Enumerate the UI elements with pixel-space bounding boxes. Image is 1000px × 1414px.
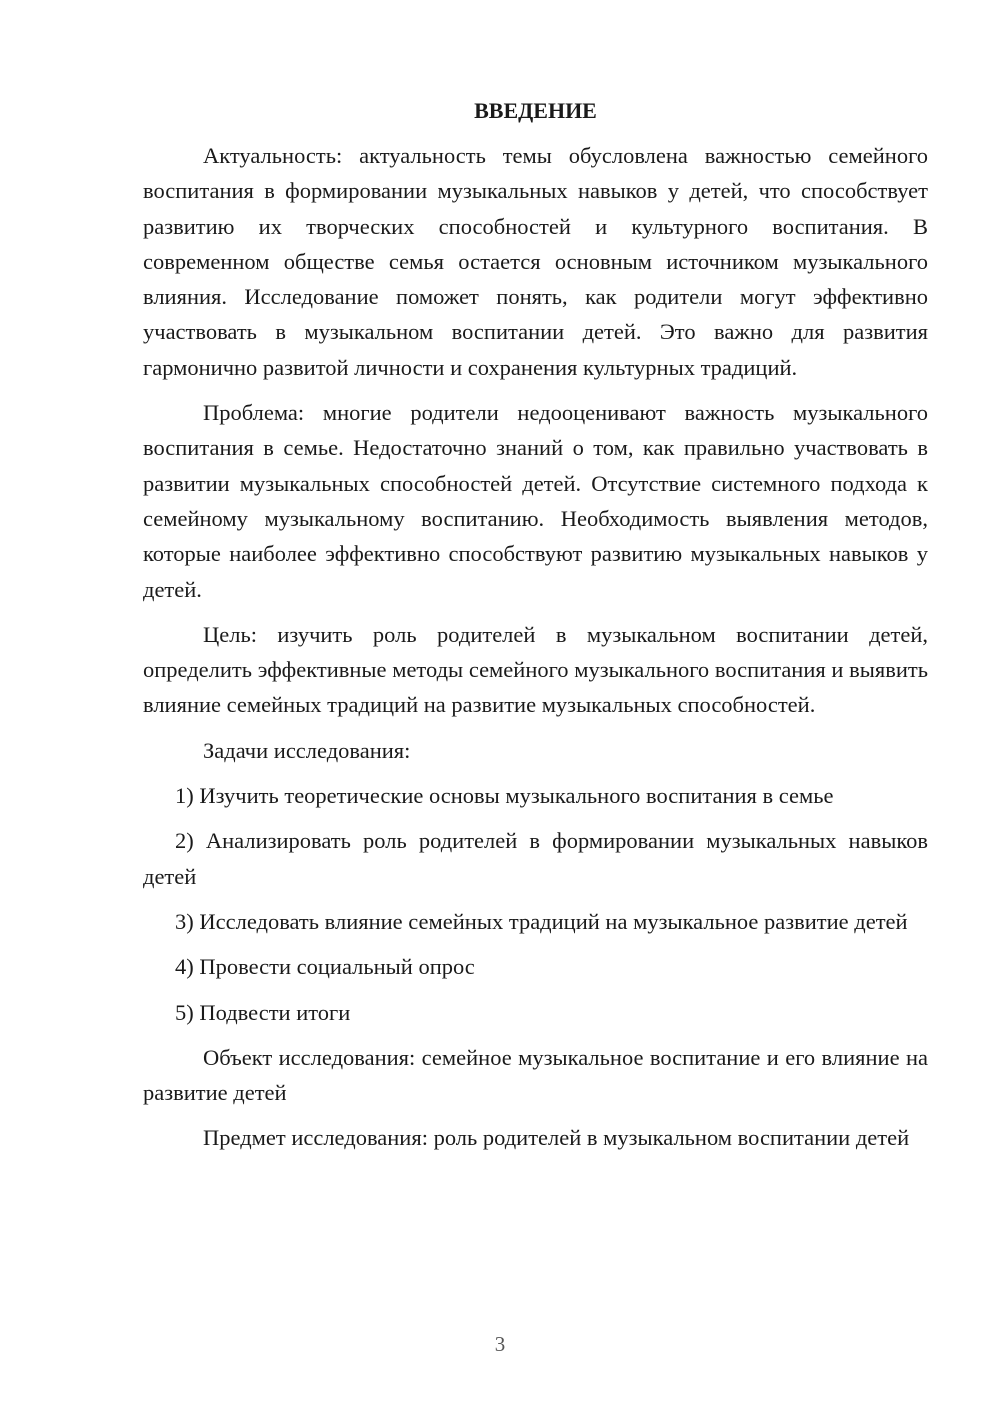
tasks-heading: Задачи исследования: (203, 737, 411, 763)
task-item-1: 1) Изучить теоретические основы музыкального воспитания в семье (175, 783, 834, 809)
paragraph-problem: Проблема: многие родители недооценивают важность музыкального воспитания в семье. Недостаточно знаний о том, как правильно участвовать в развитии музыкальных способностей детей. Отсутствие системного подхода к семейному музыкальному воспитанию. Необходимость выявления методов, которые наиболее эффективно способствуют развитию музыкальных навыков у детей. (143, 400, 928, 602)
paragraph-subject: Предмет исследования: роль родителей в музыкальном воспитании детей (203, 1125, 910, 1151)
paragraph-goal: Цель: изучить роль родителей в музыкальном воспитании детей, определить эффективные методы семейного музыкального воспитания и выявить влияние семейных традиций на развитие музыкальных способностей. (143, 621, 928, 718)
task-item-3: 3) Исследовать влияние семейных традиций на музыкальное развитие детей (175, 908, 908, 934)
paragraph-relevance: Актуальность: актуальность темы обусловлена важностью семейного воспитания в формировании музыкальных навыков у детей, что способствует развитию их творческих способностей и культурного воспитания. В современном обществе семья остается основным источником музыкального влияния. Исследование поможет понять, как родители могут эффективно участвовать в музыкальном воспитании детей. Это важно для развития гармонично развитой личности и сохранения культурных традиций. (143, 143, 928, 380)
page-number: 3 (494, 1332, 506, 1356)
document-page (143, 96, 928, 1166)
paragraph-object: Объект исследования: семейное музыкальное воспитание и его влияние на развитие детей (143, 1044, 928, 1106)
task-item-2: 2) Анализировать роль родителей в формировании музыкальных навыков детей (143, 828, 928, 889)
page-title: ВВЕДЕНИЕ (474, 98, 597, 123)
task-item-5: 5) Подвести итоги (175, 999, 351, 1025)
task-item-4: 4) Провести социальный опрос (175, 954, 475, 980)
